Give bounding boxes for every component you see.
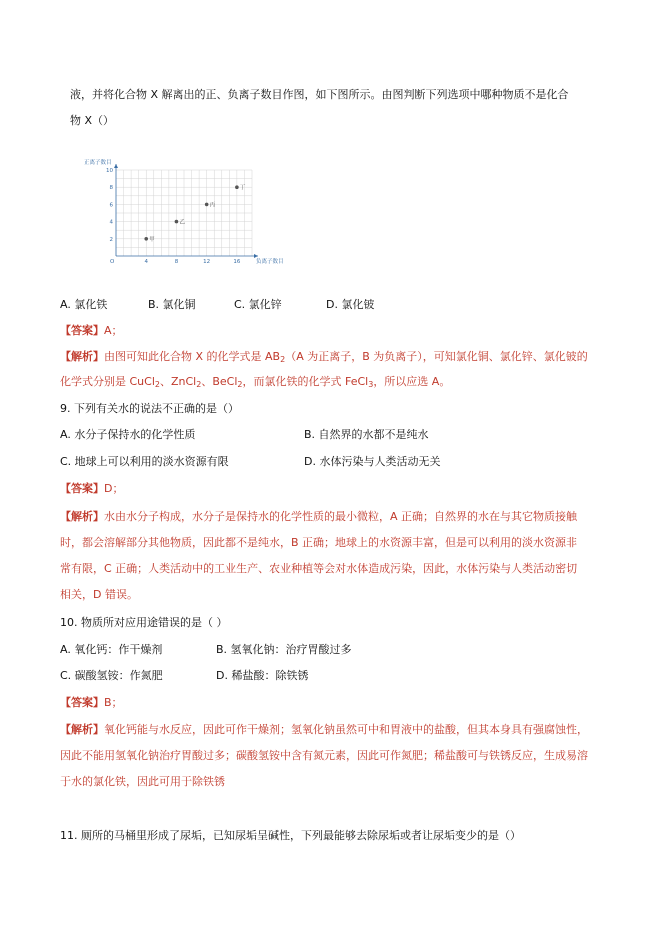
analysis-tag: 【解析】 — [60, 350, 104, 363]
analysis-text: 、BeCl — [201, 375, 238, 388]
analysis-text: 水由水分子构成，水分子是保持水的化学性质的最小微粒，A 正确；自然界的水在与其它物质接触 — [104, 510, 578, 523]
chart-axes — [114, 164, 258, 258]
q8-stem-line1: 液，并将化合物 X 解离出的正、负离子数目作图，如下图所示。由图判断下列选项中哪种物质不是化合 — [70, 88, 569, 101]
data-point-label: 甲 — [149, 236, 155, 243]
y-tick-label: 4 — [109, 219, 113, 226]
data-point — [175, 220, 179, 224]
answer-tag: 【答案】 — [60, 324, 104, 337]
data-point — [144, 237, 148, 241]
q9-stem: 9. 下列有关水的说法不正确的是（） — [60, 402, 239, 415]
q8-stem-line2: 物 X（） — [70, 114, 115, 127]
q9-analysis-line2: 时，都会溶解部分其他物质，因此都不是纯水，B 正确；地球上的水资源丰富，但是可以利用的淡水资源非 — [60, 536, 578, 549]
answer-value: D； — [104, 482, 124, 495]
q10-analysis-line2: 因此不能用氢氧化钠治疗胃酸过多；碳酸氢铵中含有氮元素，因此可作氮肥；稀盐酸可与铁锈反应，生成易溶 — [60, 749, 588, 762]
x-axis-arrow — [254, 254, 258, 258]
q10-analysis-line1 — [60, 721, 588, 739]
analysis-text: 氧化钙能与水反应，因此可作干燥剂；氢氧化钠虽然可中和胃液中的盐酸，但其本身具有强腐蚀性， — [104, 723, 588, 736]
analysis-text: 化学式分别是 CuCl — [60, 375, 155, 388]
analysis-text: ，所以应选 A。 — [373, 375, 451, 388]
q9-option-c: C. 地球上可以利用的淡水资源有限 — [60, 455, 229, 468]
q9-analysis-line1 — [60, 508, 577, 526]
q8-option-a: A. 氯化铁 — [60, 298, 108, 311]
origin-label: O — [110, 259, 115, 265]
q8-option-c: C. 氯化锌 — [234, 298, 282, 311]
analysis-text: 、ZnCl — [159, 375, 197, 388]
y-tick-label: 6 — [109, 202, 113, 209]
analysis-tag: 【解析】 — [60, 510, 104, 523]
y-tick-label: 10 — [106, 168, 113, 174]
q10-option-b: B. 氢氧化钠：治疗胃酸过多 — [216, 643, 352, 656]
q10-stem: 10. 物质所对应用途错误的是（ ） — [60, 616, 228, 629]
data-point-label: 乙 — [179, 219, 185, 226]
answer-tag: 【答案】 — [60, 696, 104, 709]
data-point — [205, 203, 209, 207]
chart-ticks — [106, 168, 241, 265]
answer-tag: 【答案】 — [60, 482, 104, 495]
subscript: 2 — [280, 355, 286, 364]
ion-count-chart — [80, 150, 300, 275]
x-tick-label: 12 — [203, 259, 211, 265]
q11-stem: 11. 厕所的马桶里形成了尿垢，已知尿垢呈碱性，下列最能够去除尿垢或者让尿垢变少的是（） — [60, 829, 521, 842]
subscript: 2 — [196, 380, 202, 389]
x-tick-label: 8 — [174, 259, 179, 265]
analysis-tag: 【解析】 — [60, 723, 104, 736]
y-tick-label: 8 — [109, 185, 113, 192]
y-tick-label: 2 — [109, 236, 113, 243]
subscript: 3 — [368, 380, 374, 389]
x-tick-label: 16 — [233, 259, 241, 265]
q8-analysis-line1 — [60, 348, 588, 366]
answer-value: A； — [104, 324, 123, 337]
q8-option-b: B. 氯化铜 — [148, 298, 196, 311]
q8-answer — [60, 322, 123, 340]
q9-analysis-line4: 相关，D 错误。 — [60, 588, 138, 601]
q8-analysis-line2 — [60, 373, 450, 391]
data-point-label: 丁 — [239, 185, 246, 192]
subscript: 2 — [237, 380, 243, 389]
q10-answer — [60, 694, 123, 712]
q9-option-a: A. 水分子保持水的化学性质 — [60, 428, 196, 441]
q9-option-d: D. 水体污染与人类活动无关 — [304, 455, 441, 468]
q10-analysis-line3: 于水的氯化铁，因此可用于除铁锈 — [60, 775, 225, 788]
analysis-text: （A 为正离子，B 为负离子），可知氯化铜、氯化锌、氯化铍的 — [285, 350, 588, 363]
q8-option-d: D. 氯化铍 — [326, 298, 375, 311]
analysis-text: ，而氯化铁的化学式 FeCl — [242, 375, 369, 388]
q9-answer — [60, 480, 123, 498]
answer-value: B； — [104, 696, 123, 709]
subscript: 2 — [154, 380, 160, 389]
data-point — [235, 185, 239, 189]
q9-option-b: B. 自然界的水都不是纯水 — [304, 428, 429, 441]
chart-grid — [116, 170, 252, 256]
x-axis-label: 负离子数目 — [256, 259, 284, 265]
x-tick-label: 4 — [144, 259, 148, 265]
q10-option-d: D. 稀盐酸：除铁锈 — [216, 669, 309, 682]
y-axis-label: 正离子数目 — [84, 160, 112, 166]
q10-option-a: A. 氧化钙：作干燥剂 — [60, 643, 163, 656]
q9-analysis-line3: 常有限，C 正确；人类活动中的工业生产、农业种植等会对水体造成污染，因此，水体污染与人类活动密切 — [60, 562, 578, 575]
data-point-label: 丙 — [209, 202, 216, 209]
chart-points — [144, 184, 245, 243]
q10-option-c: C. 碳酸氢铵：作氮肥 — [60, 669, 163, 682]
analysis-text: 由图可知此化合物 X 的化学式是 AB — [104, 350, 281, 363]
y-axis-arrow — [114, 164, 118, 168]
